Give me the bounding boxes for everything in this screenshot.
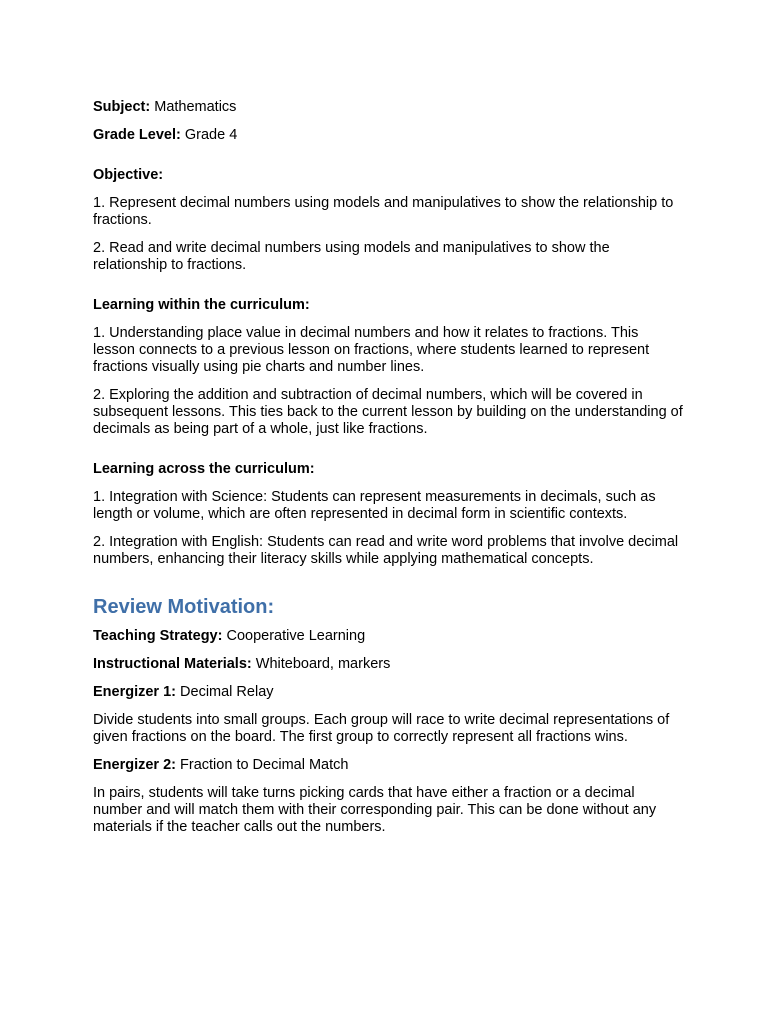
- objective-item-1: 1. Represent decimal numbers using models and manipulatives to show the relationship to fractions.: [93, 195, 674, 228]
- within-curriculum-heading: Learning within the curriculum:: [93, 297, 310, 313]
- across-curriculum-item-2: 2. Integration with English: Students can read and write word problems that involve decimal numbers, enhancing their literacy skills while applying mathematical concepts.: [93, 534, 679, 567]
- instructional-materials-label: Instructional Materials:: [93, 656, 252, 672]
- teaching-strategy-value: Cooperative Learning: [226, 628, 366, 644]
- teaching-strategy-line: [93, 628, 683, 645]
- energizer-2-line: [93, 757, 683, 774]
- instructional-materials-value: Whiteboard, markers: [255, 656, 391, 672]
- subject-value: Mathematics: [154, 99, 237, 115]
- review-motivation-title: Review Motivation:: [93, 596, 275, 618]
- grade-level-label: Grade Level:: [93, 127, 181, 143]
- across-curriculum-heading: Learning across the curriculum:: [93, 461, 315, 477]
- across-curriculum-item-1: 1. Integration with Science: Students can represent measurements in decimals, such as length or volume, which are often represented in decimal form in scientific contexts.: [93, 489, 656, 522]
- grade-level-line: [93, 127, 683, 144]
- energizer-1-line: [93, 684, 683, 701]
- subject-label: Subject:: [93, 99, 151, 115]
- instructional-materials-line: [93, 656, 683, 673]
- energizer-2-description: In pairs, students will take turns picking cards that have either a fraction or a decimal number and will match them with their corresponding pair. This can be done without any materials if the teacher calls out the numbers.: [93, 785, 657, 835]
- objective-heading: Objective:: [93, 167, 164, 183]
- energizer-2-value: Fraction to Decimal Match: [180, 757, 349, 773]
- grade-level-value: Grade 4: [184, 127, 238, 143]
- objective-item-2: 2. Read and write decimal numbers using models and manipulatives to show the relationship to fractions.: [93, 240, 610, 273]
- energizer-2-label: Energizer 2:: [93, 757, 176, 773]
- within-curriculum-item-1: 1. Understanding place value in decimal numbers and how it relates to fractions. This lesson connects to a previous lesson on fractions, where students learned to represent fractions visually using pie charts and number lines.: [93, 325, 650, 375]
- energizer-1-label: Energizer 1:: [93, 684, 176, 700]
- teaching-strategy-label: Teaching Strategy:: [93, 628, 223, 644]
- subject-line: [93, 99, 683, 116]
- energizer-1-description: Divide students into small groups. Each group will race to write decimal representations of given fractions on the board. The first group to correctly represent all fractions wins.: [93, 712, 670, 745]
- within-curriculum-item-2: 2. Exploring the addition and subtraction of decimal numbers, which will be covered in subsequent lessons. This ties back to the current lesson by building on the understanding of decimals as being part of a whole, just like fractions.: [93, 387, 683, 437]
- document-body: [93, 99, 683, 847]
- energizer-1-value: Decimal Relay: [180, 684, 274, 700]
